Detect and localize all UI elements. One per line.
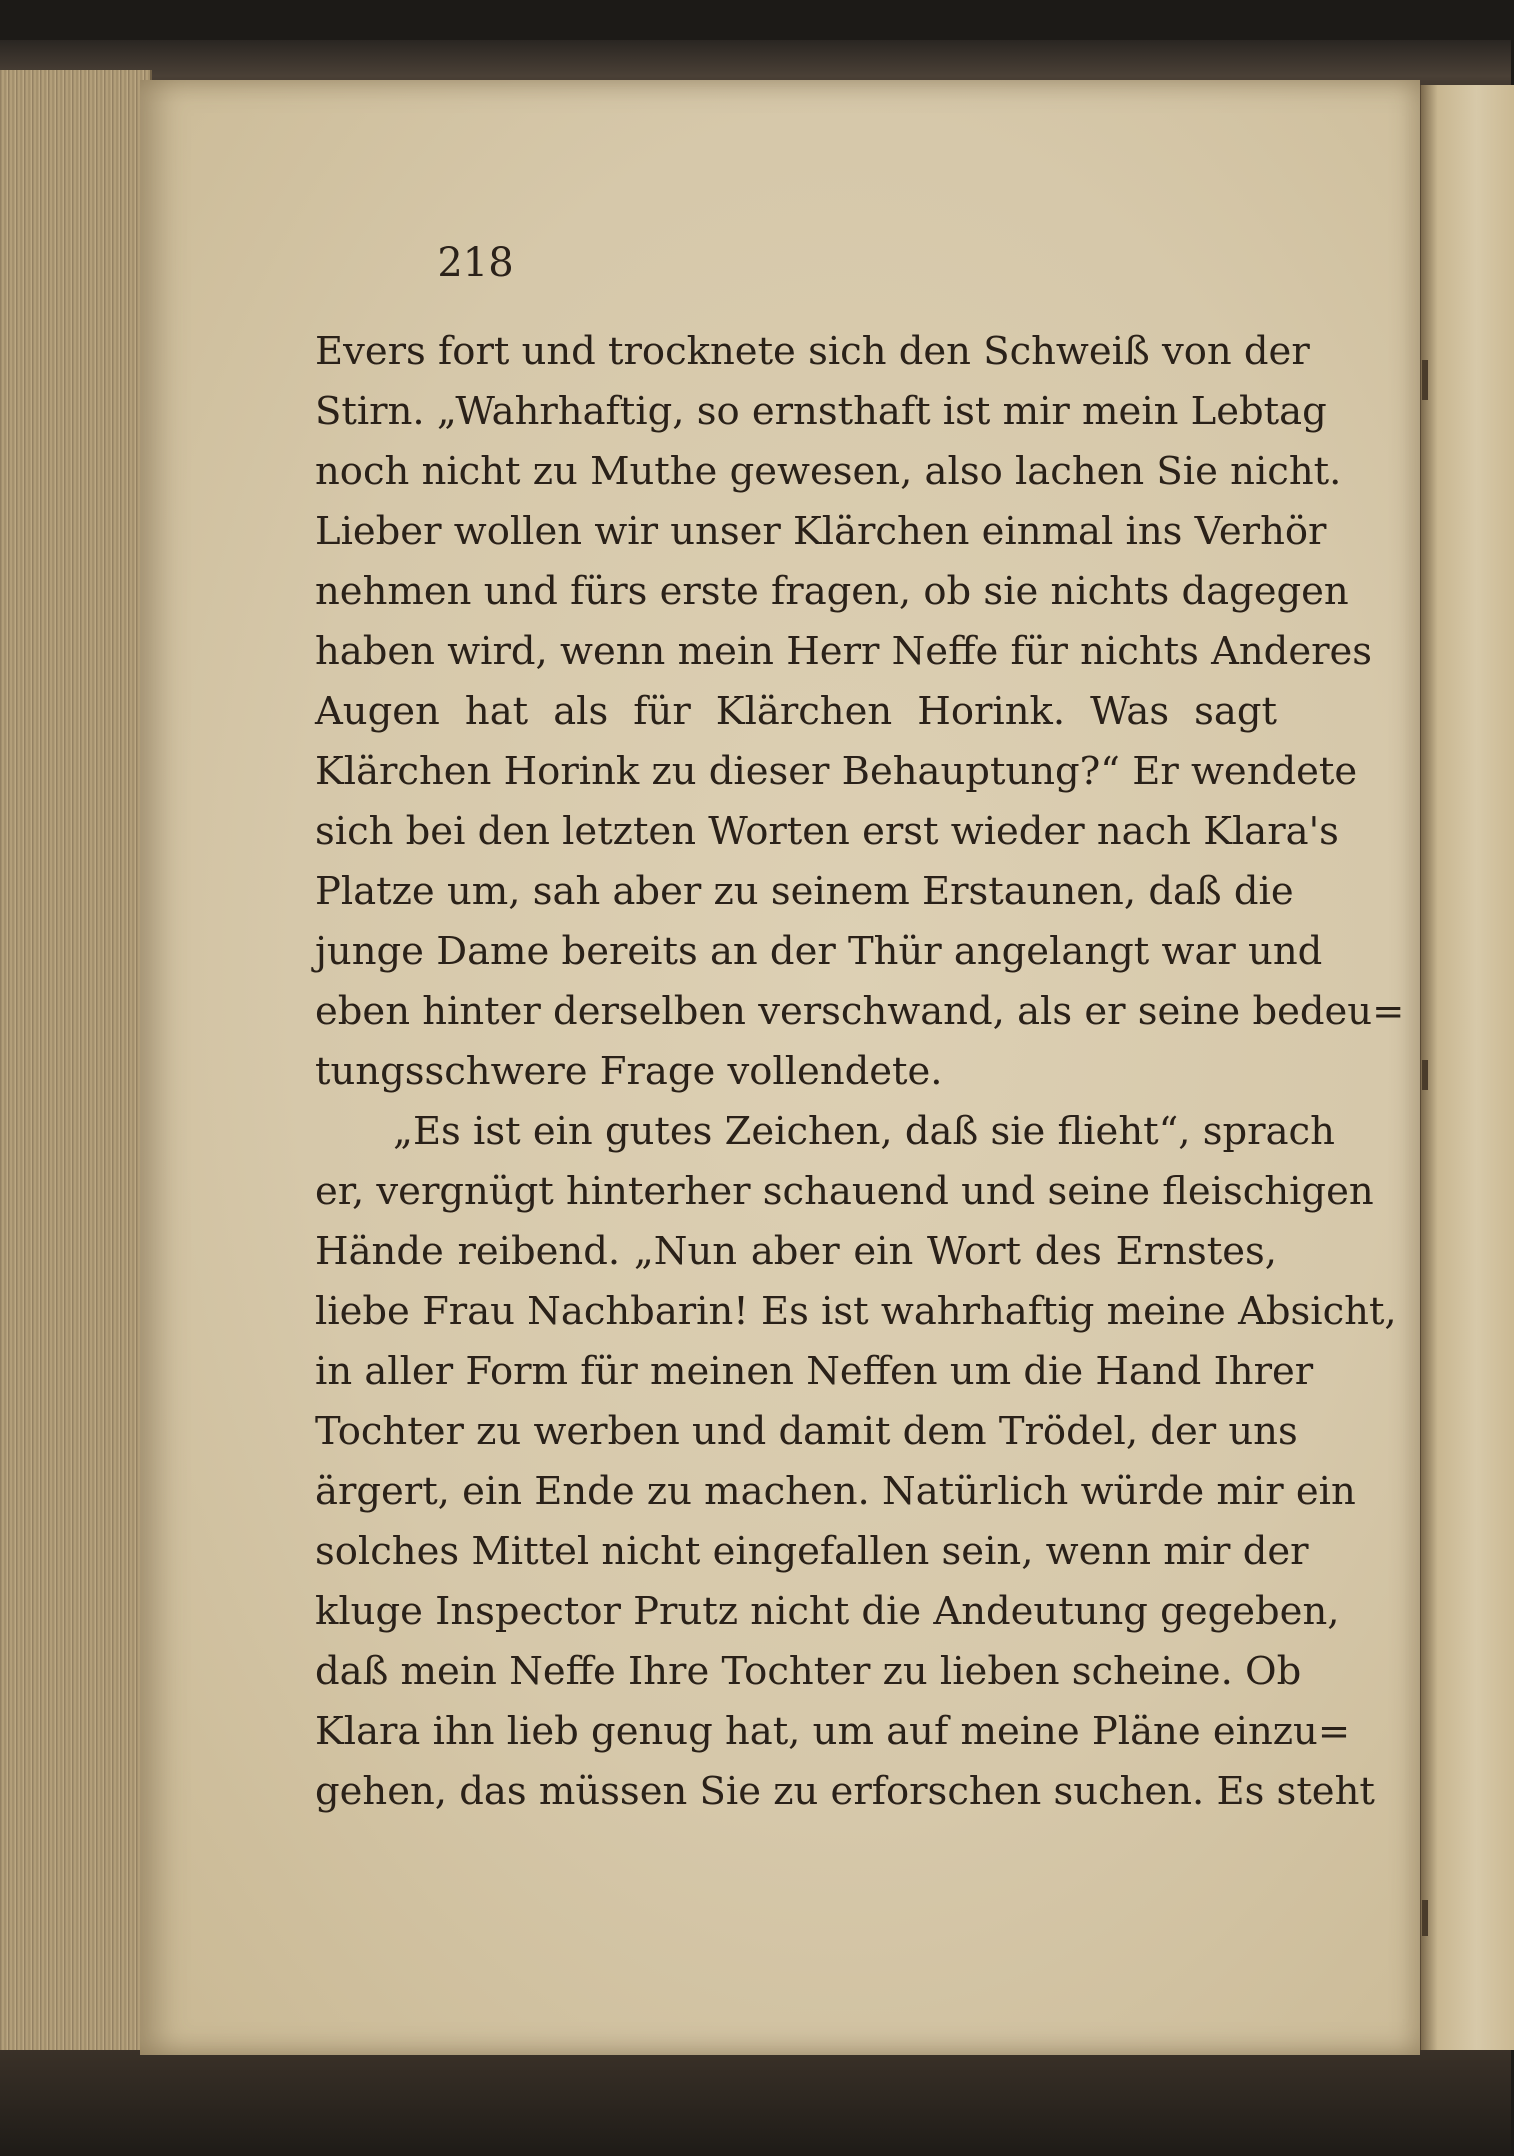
- text-line: gehen, das müssen Sie zu erforschen suchen. Es steht: [315, 1769, 1375, 1814]
- facing-page-edge: [1418, 85, 1514, 2050]
- text-line: er, vergnügt hinterher schauend und seine fleischigen: [315, 1169, 1374, 1214]
- text-line: ärgert, ein Ende zu machen. Natürlich würde mir ein: [315, 1469, 1356, 1514]
- edge-mark: [1422, 1060, 1428, 1090]
- text-line: Stirn. „Wahrhaftig, so ernsthaft ist mir mein Lebtag: [315, 389, 1327, 434]
- text-line: tungsschwere Frage vollendete.: [315, 1049, 943, 1094]
- text-line: Augen hat als für Klärchen Horink. Was sagt: [315, 689, 1277, 734]
- text-line: daß mein Neffe Ihre Tochter zu lieben scheine. Ob: [315, 1649, 1302, 1694]
- text-line: kluge Inspector Prutz nicht die Andeutung gegeben,: [315, 1589, 1340, 1634]
- text-line: liebe Frau Nachbarin! Es ist wahrhaftig meine Absicht,: [315, 1289, 1397, 1334]
- page-text: [315, 322, 1405, 1822]
- text-line: solches Mittel nicht eingefallen sein, wenn mir der: [315, 1529, 1309, 1574]
- text-line: Tochter zu werben und damit dem Trödel, der uns: [315, 1409, 1298, 1454]
- text-line: Platze um, sah aber zu seinem Erstaunen, daß die: [315, 869, 1294, 914]
- text-line: nehmen und fürs erste fragen, ob sie nichts dagegen: [315, 569, 1349, 614]
- text-line: Lieber wollen wir unser Klärchen einmal ins Verhör: [315, 509, 1327, 554]
- edge-mark: [1422, 360, 1428, 400]
- edge-mark: [1422, 1900, 1428, 1936]
- text-line: sich bei den letzten Worten erst wieder nach Klara's: [315, 809, 1339, 854]
- text-line: Hände reibend. „Nun aber ein Wort des Ernstes,: [315, 1229, 1277, 1274]
- text-line: eben hinter derselben verschwand, als er seine bedeu=: [315, 989, 1405, 1034]
- text-line: noch nicht zu Muthe gewesen, also lachen Sie nicht.: [315, 449, 1342, 494]
- text-line: haben wird, wenn mein Herr Neffe für nichts Anderes: [315, 629, 1373, 674]
- page-number: 218: [437, 240, 514, 286]
- text-line: Klärchen Horink zu dieser Behauptung?“ Er wendete: [315, 749, 1358, 794]
- text-line: junge Dame bereits an der Thür angelangt war und: [315, 929, 1323, 974]
- book-cover-bottom: [0, 2050, 1511, 2156]
- text-line: „Es ist ein gutes Zeichen, daß sie flieht“, sprach: [393, 1109, 1335, 1154]
- text-line: in aller Form für meinen Neffen um die Hand Ihrer: [315, 1349, 1314, 1394]
- page-edges: [0, 70, 152, 2060]
- text-line: Klara ihn lieb genug hat, um auf meine Pläne einzu=: [315, 1709, 1351, 1754]
- text-line: Evers fort und trocknete sich den Schweiß von der: [315, 329, 1310, 374]
